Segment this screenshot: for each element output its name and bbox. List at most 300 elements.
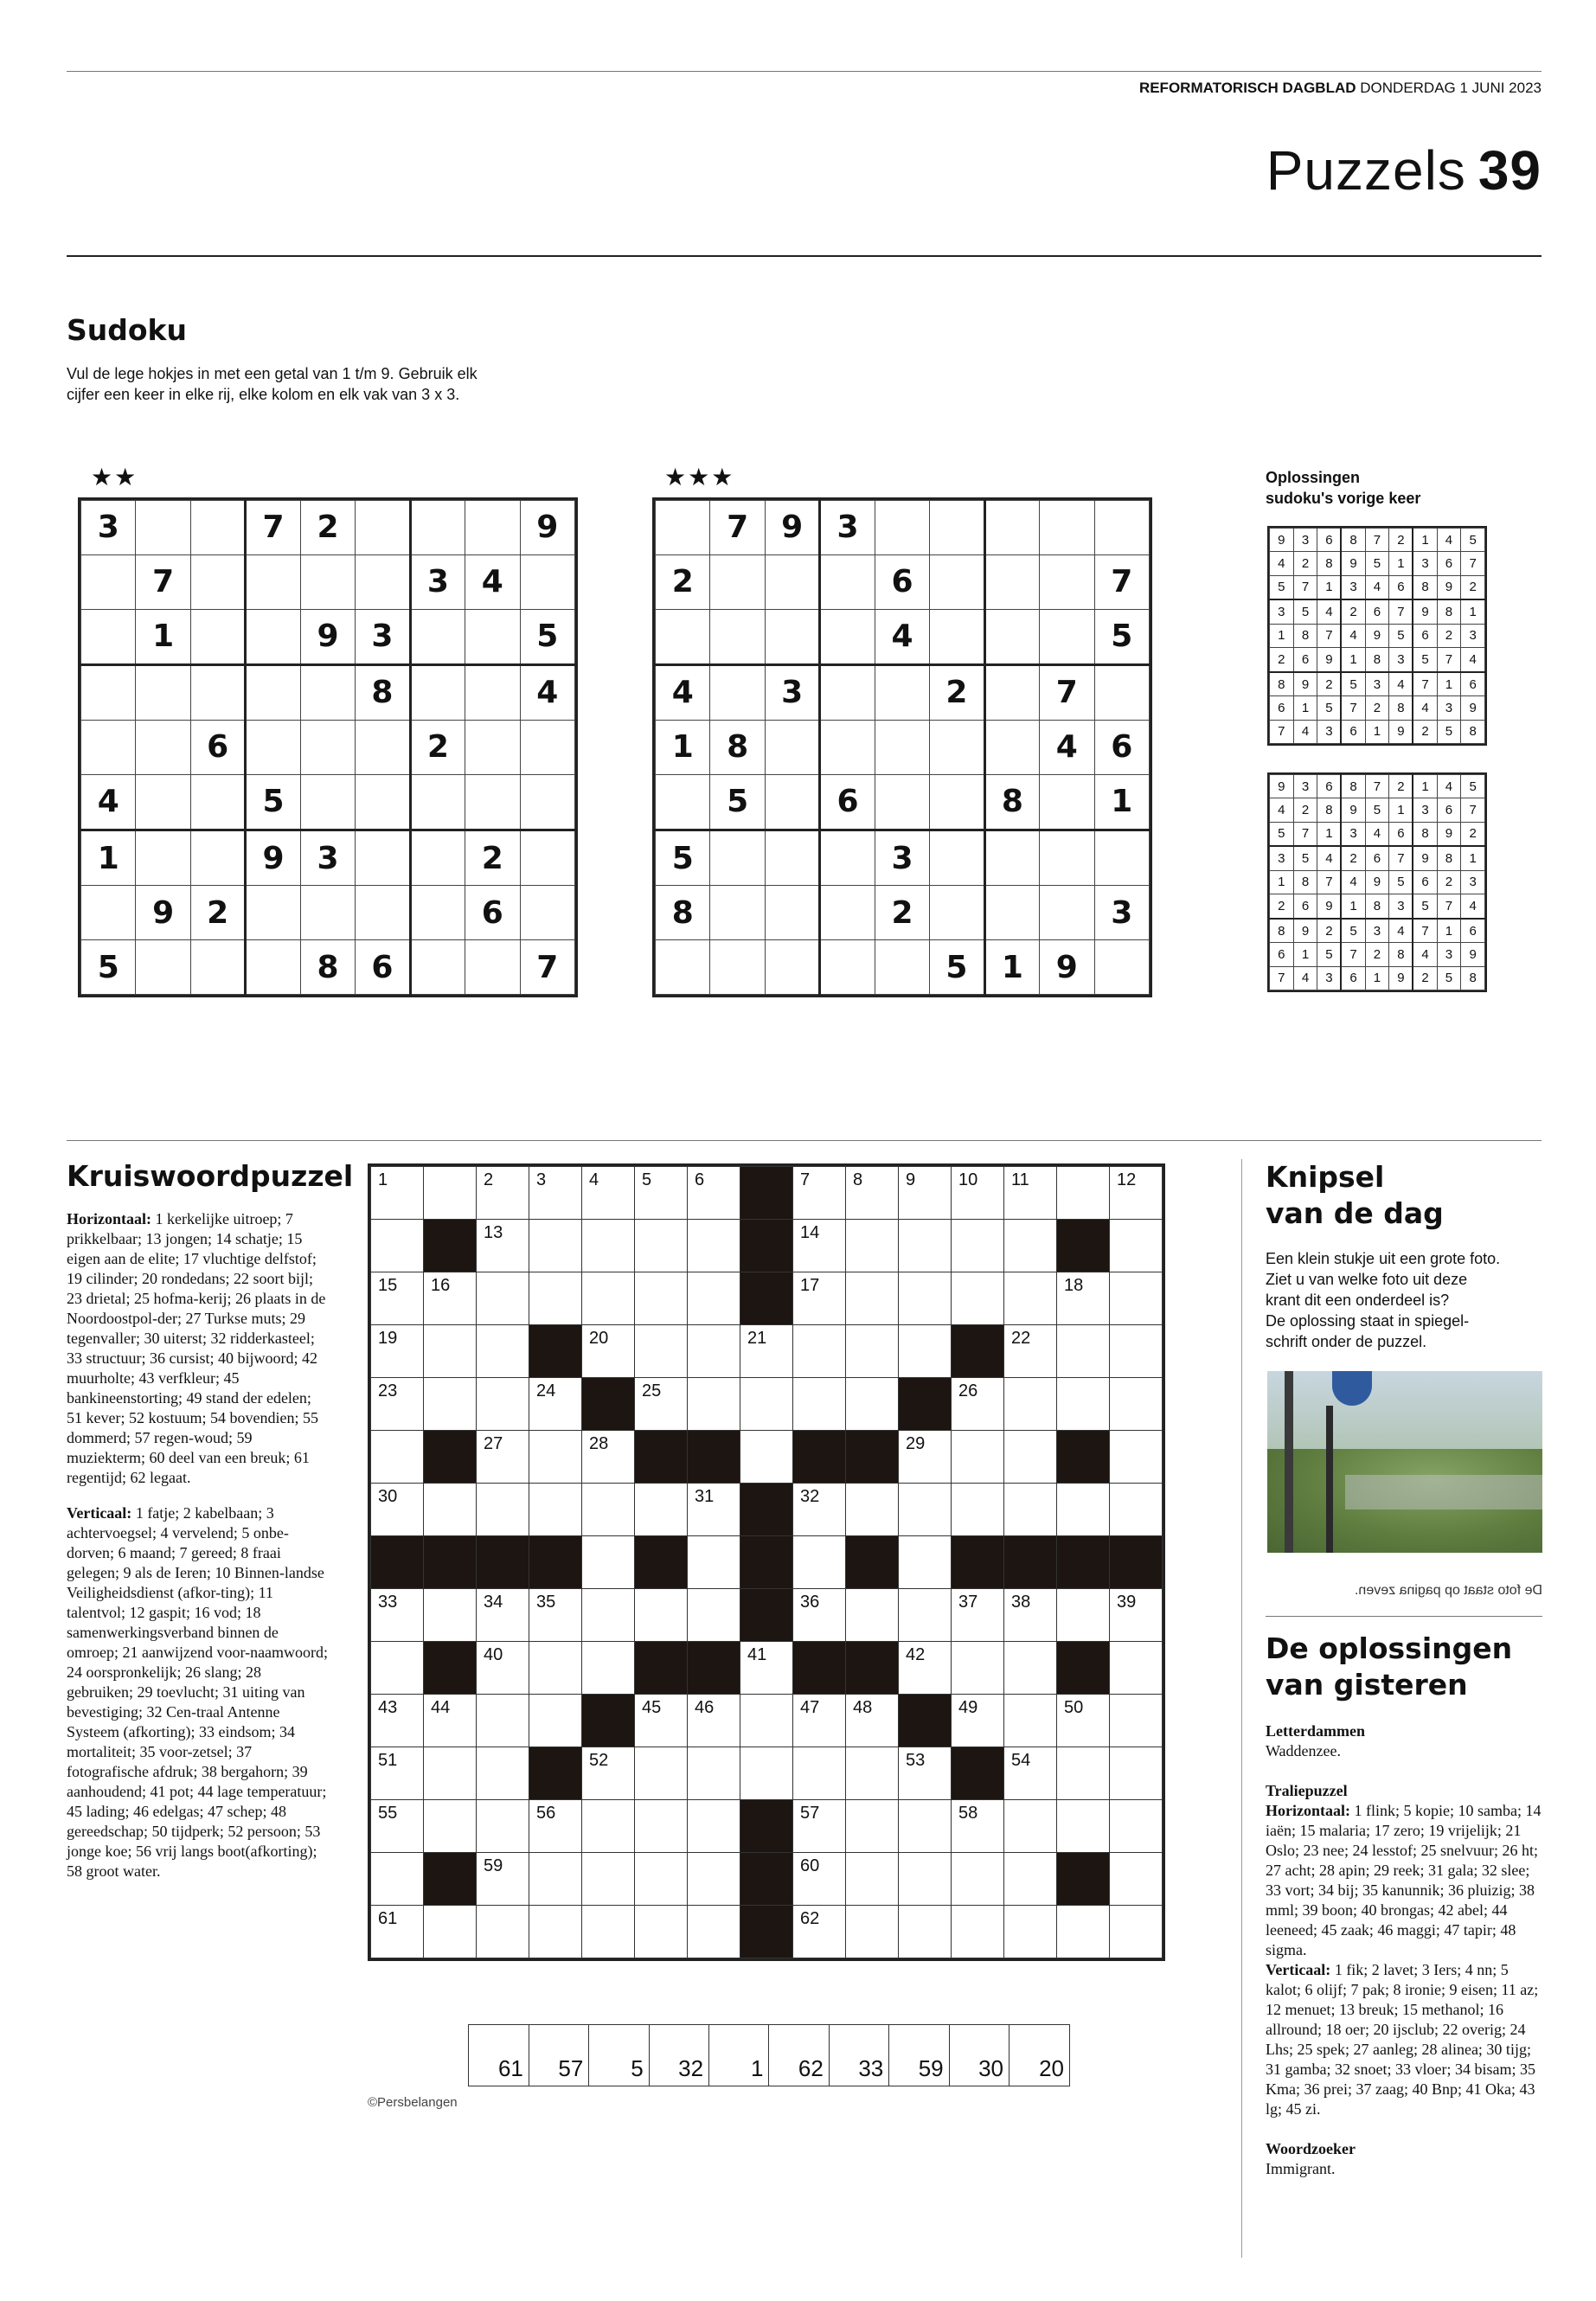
crossword-cell[interactable] — [477, 1747, 529, 1800]
sudoku-cell[interactable]: 9 — [246, 830, 300, 886]
sudoku-cell[interactable] — [1094, 501, 1150, 555]
sudoku-cell[interactable] — [300, 721, 355, 775]
crossword-cell[interactable] — [477, 1272, 529, 1325]
sudoku-cell[interactable] — [930, 554, 984, 609]
sudoku-cell[interactable]: 7 — [1094, 554, 1150, 609]
crossword-cell[interactable] — [793, 1325, 846, 1378]
sudoku-cell[interactable]: 8 — [984, 774, 1039, 830]
sudoku-cell[interactable]: 4 — [656, 664, 710, 720]
sudoku-cell[interactable] — [300, 554, 355, 609]
crossword-cell[interactable] — [740, 1747, 793, 1800]
crossword-cell[interactable] — [952, 1853, 1004, 1906]
sudoku-cell[interactable]: 4 — [465, 554, 520, 609]
crossword-cell[interactable] — [529, 1695, 582, 1747]
crossword-cell[interactable] — [899, 1800, 952, 1853]
crossword-cell[interactable] — [1004, 1220, 1057, 1272]
solution-box[interactable]: 57 — [529, 2025, 588, 2086]
sudoku-cell[interactable] — [1094, 830, 1150, 886]
sudoku-cell[interactable] — [765, 609, 819, 664]
sudoku-cell[interactable] — [136, 664, 190, 720]
crossword-cell[interactable] — [371, 1853, 424, 1906]
sudoku-cell[interactable] — [300, 886, 355, 940]
crossword-cell[interactable] — [635, 1906, 688, 1958]
sudoku-cell[interactable]: 3 — [356, 609, 410, 664]
sudoku-cell[interactable]: 3 — [765, 664, 819, 720]
sudoku-cell[interactable] — [984, 554, 1039, 609]
crossword-cell[interactable] — [1004, 1325, 1057, 1378]
sudoku-cell[interactable] — [930, 886, 984, 940]
sudoku-cell[interactable] — [820, 609, 875, 664]
sudoku-cell[interactable] — [81, 721, 136, 775]
sudoku-cell[interactable]: 6 — [356, 940, 410, 995]
sudoku-cell[interactable]: 9 — [765, 501, 819, 555]
crossword-cell[interactable] — [688, 1484, 740, 1536]
crossword-cell[interactable] — [846, 1906, 899, 1958]
crossword-cell[interactable] — [688, 1906, 740, 1958]
sudoku-cell[interactable]: 6 — [190, 721, 245, 775]
sudoku-cell[interactable] — [410, 830, 465, 886]
sudoku-cell[interactable] — [1040, 886, 1094, 940]
crossword-cell[interactable] — [424, 1695, 477, 1747]
crossword-cell[interactable] — [1004, 1906, 1057, 1958]
crossword-cell[interactable] — [477, 1589, 529, 1642]
sudoku-cell[interactable] — [356, 886, 410, 940]
sudoku-cell[interactable] — [1094, 940, 1150, 995]
sudoku-cell[interactable] — [465, 609, 520, 664]
sudoku-cell[interactable] — [710, 830, 765, 886]
crossword-cell[interactable] — [582, 1167, 635, 1220]
crossword-cell[interactable] — [846, 1325, 899, 1378]
crossword-cell[interactable] — [1057, 1695, 1110, 1747]
sudoku-cell[interactable]: 1 — [656, 721, 710, 775]
sudoku-cell[interactable] — [520, 721, 575, 775]
crossword-cell[interactable] — [793, 1220, 846, 1272]
sudoku-cell[interactable] — [410, 664, 465, 720]
sudoku-cell[interactable] — [710, 554, 765, 609]
crossword-cell[interactable] — [1110, 1853, 1163, 1906]
crossword-cell[interactable] — [952, 1484, 1004, 1536]
crossword-cell[interactable] — [899, 1220, 952, 1272]
sudoku-cell[interactable] — [356, 830, 410, 886]
crossword-cell[interactable] — [477, 1853, 529, 1906]
sudoku-cell[interactable]: 8 — [300, 940, 355, 995]
crossword-cell[interactable] — [846, 1800, 899, 1853]
sudoku-cell[interactable] — [984, 664, 1039, 720]
crossword-cell[interactable] — [688, 1800, 740, 1853]
crossword-cell[interactable] — [899, 1484, 952, 1536]
crossword-cell[interactable] — [1004, 1642, 1057, 1695]
crossword-cell[interactable] — [529, 1167, 582, 1220]
crossword-cell[interactable] — [1004, 1589, 1057, 1642]
crossword-cell[interactable] — [635, 1800, 688, 1853]
crossword-cell[interactable] — [793, 1167, 846, 1220]
crossword-cell[interactable] — [371, 1642, 424, 1695]
crossword-cell[interactable] — [793, 1853, 846, 1906]
crossword-cell[interactable] — [477, 1378, 529, 1431]
sudoku-cell[interactable]: 4 — [520, 664, 575, 720]
crossword-cell[interactable] — [582, 1484, 635, 1536]
sudoku-cell[interactable] — [875, 774, 929, 830]
sudoku-cell[interactable]: 8 — [656, 886, 710, 940]
crossword-cell[interactable] — [635, 1167, 688, 1220]
crossword-cell[interactable] — [846, 1747, 899, 1800]
crossword-cell[interactable] — [529, 1800, 582, 1853]
crossword-cell[interactable] — [529, 1906, 582, 1958]
sudoku-cell[interactable] — [356, 721, 410, 775]
solution-box[interactable]: 62 — [769, 2025, 829, 2086]
crossword-cell[interactable] — [793, 1747, 846, 1800]
sudoku-cell[interactable] — [875, 501, 929, 555]
crossword-cell[interactable] — [846, 1272, 899, 1325]
sudoku-cell[interactable]: 7 — [246, 501, 300, 555]
crossword-cell[interactable] — [635, 1484, 688, 1536]
solution-box[interactable]: 30 — [949, 2025, 1009, 2086]
sudoku-cell[interactable] — [410, 501, 465, 555]
sudoku-cell[interactable]: 5 — [520, 609, 575, 664]
sudoku-cell[interactable]: 6 — [875, 554, 929, 609]
sudoku-cell[interactable] — [984, 609, 1039, 664]
crossword-cell[interactable] — [529, 1431, 582, 1484]
sudoku-cell[interactable] — [984, 501, 1039, 555]
sudoku-cell[interactable] — [1040, 501, 1094, 555]
sudoku-cell[interactable] — [875, 940, 929, 995]
sudoku-cell[interactable]: 6 — [1094, 721, 1150, 775]
sudoku-cell[interactable] — [356, 774, 410, 830]
crossword-cell[interactable] — [740, 1431, 793, 1484]
sudoku-cell[interactable]: 5 — [1094, 609, 1150, 664]
crossword-cell[interactable] — [740, 1325, 793, 1378]
crossword-cell[interactable] — [371, 1800, 424, 1853]
crossword-cell[interactable] — [688, 1536, 740, 1589]
sudoku-cell[interactable] — [246, 664, 300, 720]
crossword-cell[interactable] — [1004, 1484, 1057, 1536]
sudoku-cell[interactable] — [410, 886, 465, 940]
crossword-cell[interactable] — [899, 1431, 952, 1484]
sudoku-cell[interactable] — [656, 940, 710, 995]
sudoku-cell[interactable] — [246, 886, 300, 940]
sudoku-cell[interactable] — [1040, 609, 1094, 664]
crossword-cell[interactable] — [635, 1378, 688, 1431]
crossword-cell[interactable] — [1057, 1906, 1110, 1958]
crossword-cell[interactable] — [582, 1431, 635, 1484]
sudoku-cell[interactable]: 3 — [1094, 886, 1150, 940]
crossword-cell[interactable] — [846, 1220, 899, 1272]
crossword-cell[interactable] — [793, 1272, 846, 1325]
crossword-cell[interactable] — [688, 1589, 740, 1642]
sudoku-cell[interactable] — [875, 664, 929, 720]
crossword-cell[interactable] — [899, 1325, 952, 1378]
sudoku-cell[interactable] — [930, 609, 984, 664]
sudoku-cell[interactable]: 1 — [984, 940, 1039, 995]
crossword-cell[interactable] — [1004, 1378, 1057, 1431]
crossword-cell[interactable] — [952, 1220, 1004, 1272]
crossword-cell[interactable] — [1110, 1800, 1163, 1853]
sudoku-cell[interactable]: 2 — [465, 830, 520, 886]
sudoku-cell[interactable] — [410, 609, 465, 664]
crossword-cell[interactable] — [1057, 1378, 1110, 1431]
sudoku-cell[interactable]: 2 — [875, 886, 929, 940]
crossword-cell[interactable] — [1110, 1906, 1163, 1958]
crossword-cell[interactable] — [371, 1378, 424, 1431]
sudoku-cell[interactable] — [81, 554, 136, 609]
crossword-cell[interactable] — [1057, 1589, 1110, 1642]
crossword-cell[interactable] — [899, 1272, 952, 1325]
solution-box[interactable]: 33 — [829, 2025, 888, 2086]
crossword-cell[interactable] — [899, 1167, 952, 1220]
crossword-cell[interactable] — [635, 1589, 688, 1642]
crossword-cell[interactable] — [371, 1167, 424, 1220]
crossword-cell[interactable] — [635, 1695, 688, 1747]
sudoku-cell[interactable]: 9 — [1040, 940, 1094, 995]
crossword-cell[interactable] — [635, 1747, 688, 1800]
crossword-cell[interactable] — [1057, 1167, 1110, 1220]
sudoku-cell[interactable]: 7 — [136, 554, 190, 609]
sudoku-cell[interactable]: 5 — [930, 940, 984, 995]
crossword-cell[interactable] — [1004, 1695, 1057, 1747]
crossword-cell[interactable] — [688, 1378, 740, 1431]
crossword-cell[interactable] — [1004, 1431, 1057, 1484]
sudoku-cell[interactable] — [356, 554, 410, 609]
sudoku-cell[interactable] — [984, 721, 1039, 775]
crossword-cell[interactable] — [899, 1906, 952, 1958]
sudoku-cell[interactable]: 9 — [300, 609, 355, 664]
crossword-cell[interactable] — [793, 1378, 846, 1431]
crossword-cell[interactable] — [529, 1272, 582, 1325]
crossword-cell[interactable] — [477, 1800, 529, 1853]
crossword-cell[interactable] — [371, 1484, 424, 1536]
crossword-cell[interactable] — [952, 1642, 1004, 1695]
crossword-cell[interactable] — [1110, 1747, 1163, 1800]
crossword-cell[interactable] — [424, 1906, 477, 1958]
crossword-cell[interactable] — [371, 1906, 424, 1958]
crossword-cell[interactable] — [1110, 1484, 1163, 1536]
sudoku-cell[interactable]: 5 — [656, 830, 710, 886]
sudoku-cell[interactable] — [520, 554, 575, 609]
crossword-cell[interactable] — [846, 1589, 899, 1642]
sudoku-cell[interactable] — [930, 830, 984, 886]
crossword-cell[interactable] — [371, 1431, 424, 1484]
sudoku-cell[interactable] — [820, 721, 875, 775]
crossword-cell[interactable] — [740, 1378, 793, 1431]
crossword-cell[interactable] — [1110, 1431, 1163, 1484]
crossword-cell[interactable] — [477, 1325, 529, 1378]
solution-box[interactable]: 61 — [497, 2055, 523, 2081]
sudoku-cell[interactable] — [1040, 774, 1094, 830]
sudoku-cell[interactable]: 1 — [1094, 774, 1150, 830]
crossword-cell[interactable] — [846, 1695, 899, 1747]
crossword-cell[interactable] — [1004, 1853, 1057, 1906]
sudoku-cell[interactable]: 3 — [820, 501, 875, 555]
crossword-cell[interactable] — [582, 1220, 635, 1272]
crossword-cell[interactable] — [793, 1800, 846, 1853]
solution-box[interactable]: 20 — [1010, 2025, 1069, 2086]
crossword-cell[interactable] — [424, 1800, 477, 1853]
crossword-cell[interactable] — [582, 1325, 635, 1378]
sudoku-cell[interactable]: 9 — [520, 501, 575, 555]
sudoku-cell[interactable] — [136, 940, 190, 995]
sudoku-cell[interactable]: 1 — [136, 609, 190, 664]
sudoku-cell[interactable] — [246, 554, 300, 609]
sudoku-cell[interactable] — [246, 940, 300, 995]
crossword-cell[interactable] — [529, 1642, 582, 1695]
sudoku-cell[interactable] — [465, 774, 520, 830]
crossword-cell[interactable] — [1057, 1325, 1110, 1378]
sudoku-cell[interactable]: 7 — [710, 501, 765, 555]
sudoku-cell[interactable] — [930, 774, 984, 830]
sudoku-cell[interactable]: 4 — [1040, 721, 1094, 775]
crossword-cell[interactable] — [477, 1167, 529, 1220]
sudoku-cell[interactable]: 8 — [356, 664, 410, 720]
sudoku-cell[interactable] — [300, 774, 355, 830]
sudoku-cell[interactable]: 9 — [136, 886, 190, 940]
sudoku-cell[interactable] — [465, 721, 520, 775]
sudoku-cell[interactable] — [190, 501, 245, 555]
crossword-cell[interactable] — [635, 1325, 688, 1378]
sudoku-cell[interactable]: 7 — [1040, 664, 1094, 720]
crossword-cell[interactable] — [1110, 1167, 1163, 1220]
sudoku-cell[interactable] — [190, 940, 245, 995]
sudoku-cell[interactable] — [820, 830, 875, 886]
crossword-cell[interactable] — [529, 1589, 582, 1642]
crossword-cell[interactable] — [371, 1325, 424, 1378]
sudoku-cell[interactable]: 5 — [710, 774, 765, 830]
sudoku-cell[interactable]: 8 — [710, 721, 765, 775]
sudoku-cell[interactable] — [190, 554, 245, 609]
crossword-cell[interactable] — [740, 1642, 793, 1695]
crossword-cell[interactable] — [424, 1167, 477, 1220]
sudoku-cell[interactable] — [465, 664, 520, 720]
crossword-cell[interactable] — [424, 1378, 477, 1431]
crossword-cell[interactable] — [529, 1853, 582, 1906]
crossword-cell[interactable] — [582, 1853, 635, 1906]
crossword-cell[interactable] — [846, 1853, 899, 1906]
crossword-cell[interactable] — [1110, 1642, 1163, 1695]
crossword-cell[interactable] — [899, 1642, 952, 1695]
crossword-cell[interactable] — [477, 1220, 529, 1272]
crossword-cell[interactable] — [424, 1747, 477, 1800]
crossword-cell[interactable] — [952, 1431, 1004, 1484]
crossword-cell[interactable] — [477, 1642, 529, 1695]
sudoku-cell[interactable] — [710, 940, 765, 995]
crossword-cell[interactable] — [1004, 1167, 1057, 1220]
crossword-cell[interactable] — [846, 1167, 899, 1220]
crossword-cell[interactable] — [1110, 1589, 1163, 1642]
sudoku-cell[interactable] — [875, 721, 929, 775]
sudoku-cell[interactable] — [656, 609, 710, 664]
crossword-cell[interactable] — [371, 1589, 424, 1642]
crossword-cell[interactable] — [582, 1906, 635, 1958]
sudoku-cell[interactable] — [765, 774, 819, 830]
sudoku-cell[interactable]: 2 — [300, 501, 355, 555]
crossword-cell[interactable] — [635, 1220, 688, 1272]
sudoku-cell[interactable]: 2 — [190, 886, 245, 940]
sudoku-cell[interactable]: 4 — [875, 609, 929, 664]
crossword-cell[interactable] — [899, 1853, 952, 1906]
crossword-cell[interactable] — [952, 1378, 1004, 1431]
crossword-cell[interactable] — [688, 1325, 740, 1378]
crossword-cell[interactable] — [424, 1484, 477, 1536]
crossword-cell[interactable] — [371, 1220, 424, 1272]
sudoku-cell[interactable] — [984, 830, 1039, 886]
crossword-cell[interactable] — [846, 1484, 899, 1536]
crossword-cell[interactable] — [793, 1695, 846, 1747]
crossword-cell[interactable] — [1004, 1272, 1057, 1325]
sudoku-cell[interactable] — [81, 886, 136, 940]
sudoku-cell[interactable] — [930, 721, 984, 775]
crossword-cell[interactable] — [1004, 1747, 1057, 1800]
sudoku-cell[interactable] — [656, 501, 710, 555]
sudoku-cell[interactable] — [765, 830, 819, 886]
crossword-cell[interactable] — [793, 1906, 846, 1958]
sudoku-cell[interactable] — [190, 664, 245, 720]
sudoku-cell[interactable]: 5 — [81, 940, 136, 995]
sudoku-cell[interactable] — [765, 940, 819, 995]
sudoku-cell[interactable] — [710, 664, 765, 720]
crossword-cell[interactable] — [846, 1378, 899, 1431]
solution-box[interactable]: 5 — [589, 2025, 649, 2086]
crossword-cell[interactable] — [1110, 1695, 1163, 1747]
sudoku-cell[interactable] — [656, 774, 710, 830]
crossword-cell[interactable] — [952, 1272, 1004, 1325]
sudoku-cell[interactable] — [930, 501, 984, 555]
crossword-cell[interactable] — [529, 1378, 582, 1431]
crossword-cell[interactable] — [952, 1167, 1004, 1220]
crossword-cell[interactable] — [1057, 1800, 1110, 1853]
sudoku-cell[interactable] — [820, 554, 875, 609]
sudoku-cell[interactable] — [765, 886, 819, 940]
sudoku-cell[interactable] — [246, 721, 300, 775]
crossword-cell[interactable] — [688, 1853, 740, 1906]
crossword-cell[interactable] — [1004, 1800, 1057, 1853]
crossword-cell[interactable] — [688, 1747, 740, 1800]
sudoku-cell[interactable] — [1040, 554, 1094, 609]
crossword-cell[interactable] — [635, 1853, 688, 1906]
sudoku-cell[interactable] — [356, 501, 410, 555]
sudoku-cell[interactable]: 1 — [81, 830, 136, 886]
crossword-cell[interactable] — [1110, 1378, 1163, 1431]
sudoku-cell[interactable]: 5 — [246, 774, 300, 830]
crossword-cell[interactable] — [899, 1589, 952, 1642]
crossword-cell[interactable] — [529, 1484, 582, 1536]
sudoku-cell[interactable]: 3 — [410, 554, 465, 609]
solution-box[interactable]: 1 — [709, 2025, 769, 2086]
sudoku-cell[interactable] — [820, 886, 875, 940]
sudoku-cell[interactable] — [136, 721, 190, 775]
crossword-cell[interactable] — [424, 1589, 477, 1642]
crossword-cell[interactable] — [952, 1589, 1004, 1642]
sudoku-cell[interactable]: 6 — [820, 774, 875, 830]
sudoku-cell[interactable]: 2 — [930, 664, 984, 720]
crossword-cell[interactable] — [371, 1695, 424, 1747]
sudoku-cell[interactable] — [136, 501, 190, 555]
crossword-cell[interactable] — [793, 1484, 846, 1536]
crossword-cell[interactable] — [477, 1431, 529, 1484]
sudoku-cell[interactable] — [765, 721, 819, 775]
crossword-cell[interactable] — [952, 1906, 1004, 1958]
sudoku-cell[interactable] — [820, 940, 875, 995]
crossword-cell[interactable] — [371, 1747, 424, 1800]
crossword-cell[interactable] — [1110, 1272, 1163, 1325]
crossword-cell[interactable] — [952, 1800, 1004, 1853]
crossword-cell[interactable] — [1057, 1484, 1110, 1536]
sudoku-cell[interactable] — [190, 609, 245, 664]
sudoku-cell[interactable]: 4 — [81, 774, 136, 830]
crossword-cell[interactable] — [582, 1536, 635, 1589]
crossword-cell[interactable] — [899, 1747, 952, 1800]
sudoku-cell[interactable] — [81, 609, 136, 664]
sudoku-cell[interactable]: 6 — [465, 886, 520, 940]
sudoku-cell[interactable] — [1094, 664, 1150, 720]
